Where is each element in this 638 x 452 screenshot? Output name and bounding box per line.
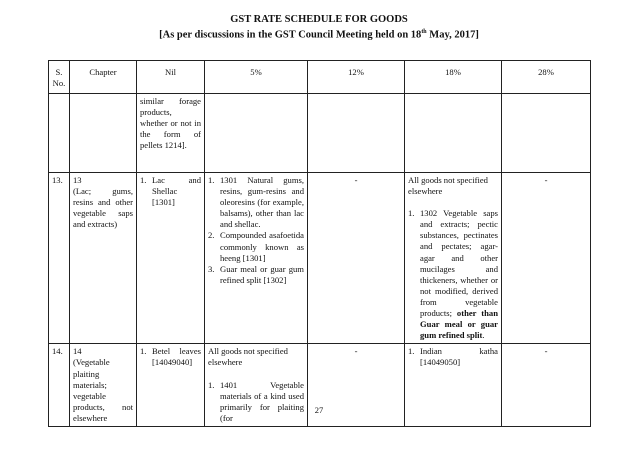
list-item: 1. 1302 Vegetable saps and extracts; pectic substances, pectinates and pectates; agar-agar and other mucilages and thickeners, whether or not modified, derived from vegetable products; other than Guar meal or guar gum refined split. bbox=[408, 208, 498, 341]
cell-nil bbox=[137, 173, 205, 344]
rate-18-item-list bbox=[408, 346, 498, 368]
cell-5 bbox=[205, 94, 308, 173]
cell-28: - bbox=[502, 173, 591, 344]
document-subtitle: [As per discussions in the GST Council Meeting held on 18th May, 2017] bbox=[159, 29, 479, 41]
table-header-row bbox=[49, 61, 591, 94]
nil-continued-text: similar forage products, whether or not in the form of pellets 1214]. bbox=[140, 96, 201, 151]
cell-18 bbox=[405, 173, 502, 344]
header-chapter: Chapter bbox=[70, 61, 137, 94]
chapter-description: (Lac; gums, resins and other vegetable saps and extracts) bbox=[73, 186, 133, 230]
gst-rate-table bbox=[48, 60, 591, 427]
table-row-continued bbox=[49, 94, 591, 173]
cell-28: - bbox=[502, 344, 591, 427]
cell-18 bbox=[405, 94, 502, 173]
header-5-percent: 5% bbox=[205, 61, 308, 94]
cell-12 bbox=[308, 94, 405, 173]
cell-5 bbox=[205, 173, 308, 344]
chapter-number: 13 bbox=[73, 175, 82, 185]
rate-5-item-list bbox=[208, 380, 304, 424]
list-item: 1. 1301 Natural gums, resins, gum-resins and oleoresins (for example, balsams), other than lac and shellac. bbox=[208, 175, 304, 230]
table-row-13 bbox=[49, 173, 591, 344]
rate-5-intro: All goods not specified elsewhere bbox=[208, 346, 288, 368]
cell-chapter bbox=[70, 94, 137, 173]
list-item: 1. Indian katha [14049050] bbox=[408, 346, 498, 368]
header-nil: Nil bbox=[137, 61, 205, 94]
cell-28 bbox=[502, 94, 591, 173]
list-item: 2. Compounded asafoetida commonly known as heeng [1301] bbox=[208, 230, 304, 263]
cell-12: - bbox=[308, 173, 405, 344]
header-18-percent: 18% bbox=[405, 61, 502, 94]
list-item: 1. Lac and Shellac [1301] bbox=[140, 175, 201, 208]
document-title: GST RATE SCHEDULE FOR GOODS bbox=[230, 14, 408, 25]
cell-sno bbox=[49, 94, 70, 173]
rate-18-intro: All goods not specified elsewhere bbox=[408, 175, 488, 197]
rate-5-item-list bbox=[208, 175, 304, 286]
list-item: 1. 1401 Vegetable materials of a kind used primarily for plaiting (for bbox=[208, 379, 304, 423]
list-item: 3. Guar meal or guar gum refined split [1302] bbox=[208, 263, 304, 285]
nil-item-list bbox=[140, 175, 201, 208]
cell-12: - bbox=[308, 344, 405, 427]
chapter-number: 14 bbox=[73, 346, 82, 357]
nil-item-list bbox=[140, 346, 201, 368]
rate-18-item-list bbox=[408, 208, 498, 341]
header-12-percent: 12% bbox=[308, 61, 405, 94]
chapter-description: (Vegetable plaiting materials; vegetable products, not elsewhere bbox=[73, 357, 133, 423]
cell-nil bbox=[137, 94, 205, 173]
cell-chapter bbox=[70, 173, 137, 344]
header-28-percent: 28% bbox=[502, 61, 591, 94]
cell-sno: 13. bbox=[49, 173, 70, 344]
page-number: 27 bbox=[314, 405, 324, 415]
header-sno: S. No. bbox=[49, 61, 70, 94]
cell-sno: 14. bbox=[49, 344, 70, 427]
list-item: 1. Betel leaves [14049040] bbox=[140, 346, 201, 368]
